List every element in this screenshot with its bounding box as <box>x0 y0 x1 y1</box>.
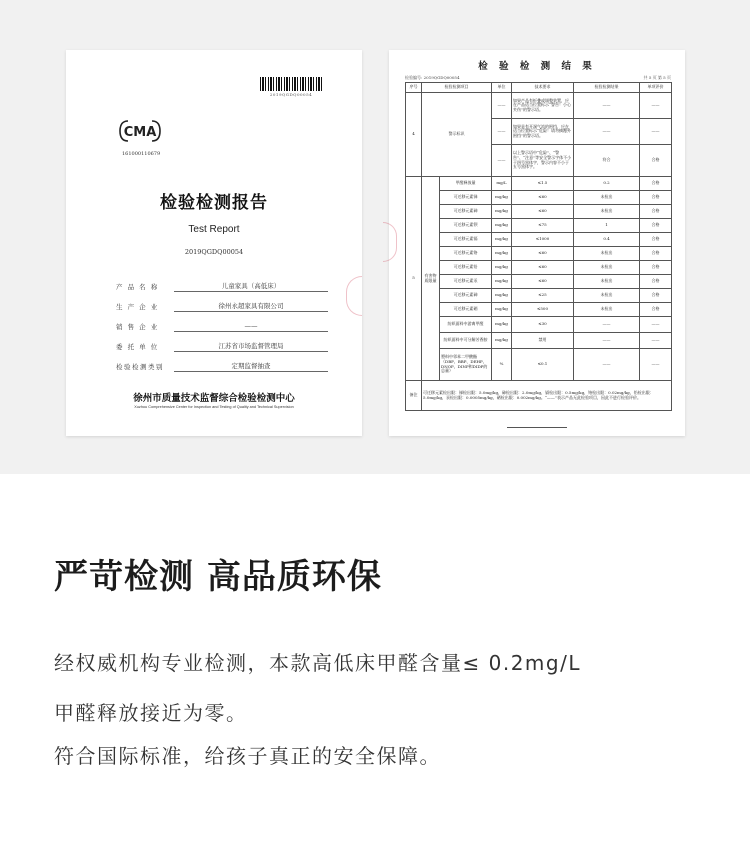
cma-logo <box>118 118 162 144</box>
results-report-number: 检验编号: 2019QGDQ00054 <box>405 75 460 80</box>
table-row: 5 有害物质限量 甲醛释放量 mg/L ≤1.5 0.2 合格 <box>406 177 672 191</box>
testing-center-name: 徐州市质量技术监督综合检验检测中心 <box>133 393 295 404</box>
table-row: 纺织面料中游离甲醛 mg/kg ≤30 —— —— <box>406 317 672 333</box>
header-cell: 单位 <box>492 83 512 93</box>
description-line-2: 甲醛释放接近为零。 <box>54 701 248 725</box>
report-title-en: Test Report <box>188 224 240 235</box>
table-row: 可迁移元素砷 mg/kg ≤60 未检出 合格 <box>406 205 672 219</box>
table-row: 可迁移元素钡 mg/kg ≤75 1 合格 <box>406 219 672 233</box>
testing-center-name-en: Xuzhou Comprehensive Center for Inspection and Testing of Quality and Technical Supervision <box>134 405 294 409</box>
description-line-3: 符合国际标准，给孩子真正的安全保障。 <box>54 744 441 768</box>
table-row: 可迁移元素铅 mg/kg ≤60 未检出 合格 <box>406 261 672 275</box>
seal-stamp <box>383 222 397 262</box>
report-title: 检验检测报告 <box>160 193 268 213</box>
table-row: 可迁移元素铬 mg/kg ≤60 未检出 合格 <box>406 247 672 261</box>
field-commissioning-unit: 委 托 单 位 江苏省市场监督管理局 <box>116 342 328 354</box>
table-row: 4 警示标识 —— 如果产品有折叠或调整装置，应在产品适当位置标示“警告！小心夹伤”的警示语。 —— —— <box>406 93 672 119</box>
results-title: 检 验 检 测 结 果 <box>478 61 596 72</box>
seal-stamp <box>346 276 362 316</box>
test-results-page <box>389 50 685 436</box>
end-divider <box>507 427 567 428</box>
header-cell: 检验检测结果 <box>574 83 640 93</box>
table-row: 可迁移元素砷 mg/kg ≤25 未检出 合格 <box>406 289 672 303</box>
field-seller: 销 售 企 业 —— <box>116 322 328 334</box>
table-row: 可迁移元素镉 mg/kg ≤1000 0.4 合格 <box>406 233 672 247</box>
svg-text:CMA: CMA <box>123 125 157 140</box>
report-number: 2019QGDQ00054 <box>184 248 244 256</box>
table-row: —— 如果是有开洞气流的围挡，应在适当位置标示“危险！请勿摘覆外围挡”的警示语。 —— —— <box>406 119 672 145</box>
table-row: —— 以上警示语中“危险”、“警告”、“注意”等安全警示字体不小于四号黑体字，警示内容不小于五号黑体字。 符合 合格 <box>406 145 672 177</box>
barcode <box>260 77 322 91</box>
results-table <box>405 82 672 411</box>
barcode-number: 2019QGDQ00054 <box>269 92 313 97</box>
table-row: 可迁移元素硒 mg/kg ≤500 未检出 合格 <box>406 303 672 317</box>
table-row: 纺织面料中可分解芳香胺 mg/kg 禁用 —— —— <box>406 333 672 349</box>
table-row: 塑料中邻苯二甲酸酯（DBP、BBP、DEHP、DNOP、DINP和DIDP的总量） % ≤0.1 —— —— <box>406 349 672 381</box>
section-headline: 严苛检测 高品质环保 <box>54 557 382 597</box>
description-line-1: 经权威机构专业检测，本款高低床甲醛含量≤ 0.2mg/L <box>54 651 581 675</box>
field-test-category: 检验检测类别 定期监督抽查 <box>116 362 328 374</box>
table-row: 可迁移元素汞 mg/kg ≤60 未检出 合格 <box>406 275 672 289</box>
results-page-number: 共 5 页 第 5 页 <box>643 75 671 80</box>
field-product-name: 产 品 名 称 儿童家具（高低床） <box>116 282 328 294</box>
header-cell: 检验检测项目 <box>422 83 492 93</box>
header-cell: 序号 <box>406 83 422 93</box>
field-manufacturer: 生 产 企 业 徐州永超家具有限公司 <box>116 302 328 314</box>
certificate-number: 161000110679 <box>122 151 161 157</box>
table-row: 可迁移元素锑 mg/kg ≤60 未检出 合格 <box>406 191 672 205</box>
header-cell: 技术要求 <box>512 83 574 93</box>
header-cell: 单项评价 <box>640 83 672 93</box>
table-header-row <box>406 83 672 93</box>
report-cover <box>66 50 362 436</box>
table-row: 备注 可迁移元素检出限：锑检出限：5.0mg/kg，砷检出限：2.0mg/kg，镉检出限：0.5mg/kg，铬检出限：0.02mg/kg，铅检出限：5.0mg/kg，汞检出限：0.0005mg/kg，硒检出限：0.002mg/kg。“——”表示产品无此检验项目，因此不进行检验评价。 <box>406 381 672 411</box>
